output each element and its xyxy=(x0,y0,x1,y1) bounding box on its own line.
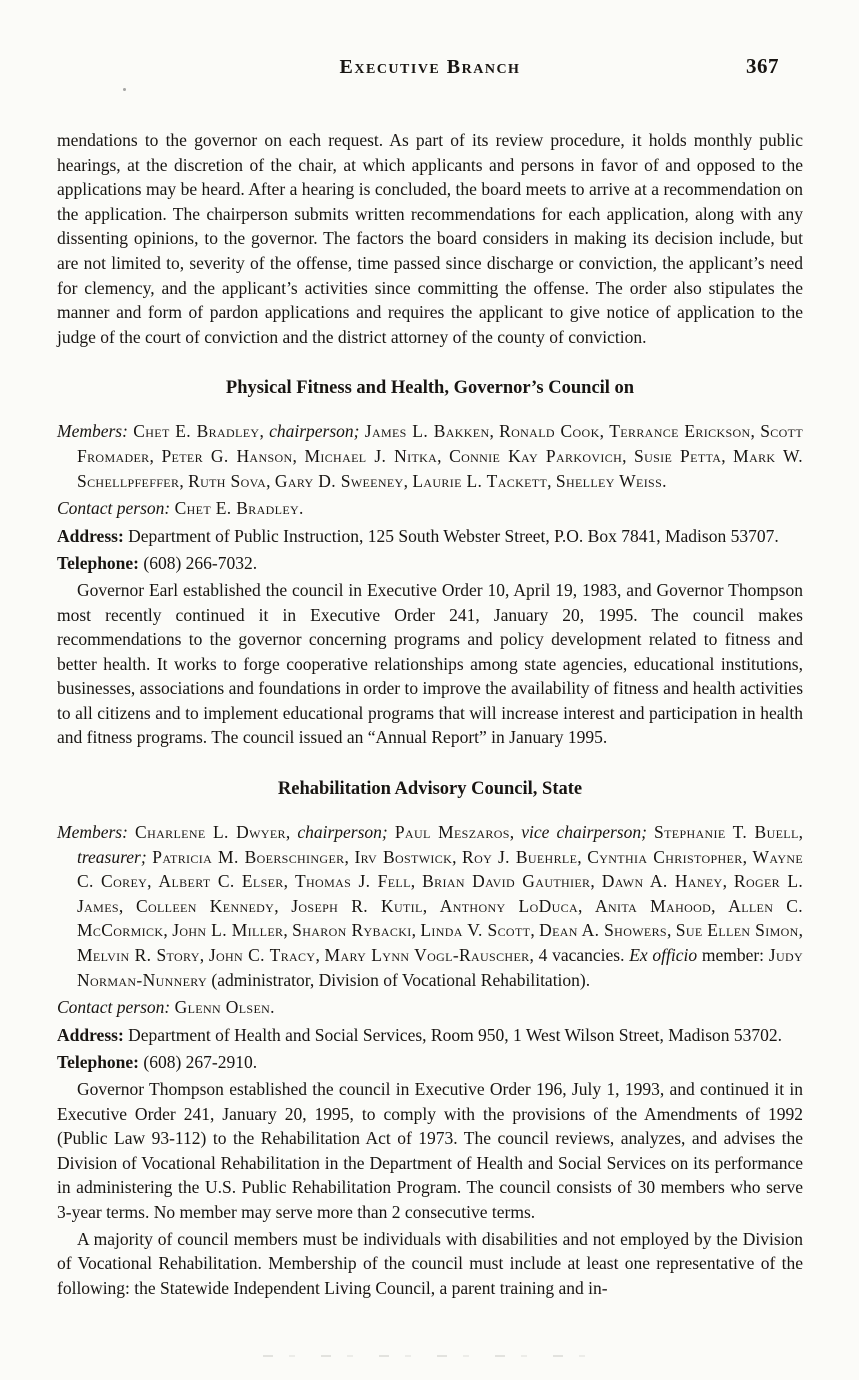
section-heading: Rehabilitation Advisory Council, State xyxy=(277,779,583,800)
members-paragraph xyxy=(57,419,803,493)
address-line xyxy=(57,1023,803,1048)
section-rehabilitation-council xyxy=(57,777,803,1300)
contact-value: Chet E. Bradley. xyxy=(174,498,304,519)
members-paragraph xyxy=(57,820,803,992)
telephone-value: (608) 266-7032. xyxy=(143,553,258,574)
address-label: Address: xyxy=(57,1024,124,1045)
page-number: 367 xyxy=(746,54,779,78)
address-value: Department of Health and Social Services, Room 950, 1 West Wilson Street, Madison 53702. xyxy=(128,1024,783,1045)
telephone-line xyxy=(57,1050,803,1075)
page-header xyxy=(57,56,803,82)
description-paragraph: Governor Earl established the council in Executive Order 10, April 19, 1983, and Governor Thompson most recently continued it in Executive Order 241, January 20, 1995. The council makes recommendations to the governor concerning programs and policy development related to fitness and better health. It works to forge cooperative relationships among state agencies, educational institutions, businesses, associations and foundations in order to improve the availability of fitness and health activities to all citizens and to implement educational programs that will increase interest and participation in health and fitness programs. The council issued an “Annual Report” in January 1995. xyxy=(57,579,804,748)
running-title: Executive Branch xyxy=(339,56,521,78)
members-label: Members: xyxy=(57,822,128,843)
contact-label: Contact person: xyxy=(57,498,171,519)
contact-line xyxy=(57,995,803,1020)
section-physical-fitness-council xyxy=(57,376,803,750)
contact-value: Glenn Olsen. xyxy=(174,997,275,1018)
contact-label: Contact person: xyxy=(57,997,171,1018)
telephone-label: Telephone: xyxy=(57,1052,140,1073)
continuation-paragraph: mendations to the governor on each request. As part of its review procedure, it holds monthly public hearings, at the discretion of the chair, at which applicants and persons in favor of and opposed to the applications may be heard. After a hearing is concluded, the board meets to arrive at a recommendation on the application. The chairperson submits written recommendations for each application, along with any dissenting opinions, to the governor. The factors the board considers in making its decision include, but are not limited to, severity of the offense, time passed since discharge or conviction, the applicant’s need for clemency, and the applicant’s activities since committing the offense. The order also stipulates the manner and form of pardon applications and requires the applicant to give notice of application to the judge of the court of conviction and the district attorney of the county of conviction. xyxy=(57,130,803,347)
description-paragraph: Governor Thompson established the council in Executive Order 196, July 1, 1993, and continued it in Executive Order 241, January 20, 1995, to comply with the provisions of the Amendments of 1992 (Public Law 93-112) to the Rehabilitation Act of 1973. The council reviews, analyzes, and advises the Division of Vocational Rehabilitation in the Department of Health and Social Services on its performance in administering the U.S. Public Rehabilitation Program. The council consists of 30 members who serve 3-year terms. No member may serve more than 2 consecutive terms. xyxy=(57,1079,803,1222)
description-paragraph: A majority of council members must be individuals with disabilities and not employed by the Division of Vocational Rehabilitation. Membership of the council must include at least one representative of the following: the Statewide Independent Living Council, a parent training and in- xyxy=(57,1228,803,1298)
scan-speck xyxy=(123,88,126,91)
telephone-value: (608) 267-2910. xyxy=(143,1052,258,1073)
telephone-label: Telephone: xyxy=(57,553,140,574)
members-list: Charlene L. Dwyer, chairperson; Paul Meszaros, vice chairperson; Stephanie T. Buell, treasurer; Patricia M. Boerschinger, Irv Bostwick, Roy J. Buehrle, Cynthia Christopher, Wayne C. Corey, Albert C. Elser, Thomas J. Fell, Brian David Gauthier, Dawn A. Haney, Roger L. James, Colleen Kennedy, Joseph R. Kutil, Anthony LoDuca, Anita Mahood, Allen C. McCormick, John L. Miller, Sharon Rybacki, Linda V. Scott, Dean A. Showers, Sue Ellen Simon, Melvin R. Story, John C. Tracy, Mary Lynn Vogl-Rauscher, 4 vacancies. Ex officio member: Judy Norman-Nunnery (administrator, Division of Vocational Rehabilitation). xyxy=(77,822,804,990)
address-line xyxy=(57,524,803,549)
scan-artifact xyxy=(263,1355,593,1357)
members-list: Chet E. Bradley, chairperson; James L. Bakken, Ronald Cook, Terrance Erickson, Scott Fromader, Peter G. Hanson, Michael J. Nitka, Connie Kay Parkovich, Susie Petta, Mark W. Schellpfeffer, Ruth Sova, Gary D. Sweeney, Laurie L. Tackett, Shelley Weiss. xyxy=(77,421,804,491)
section-heading: Physical Fitness and Health, Governor’s Council on xyxy=(225,378,635,399)
address-label: Address: xyxy=(57,525,124,546)
address-value: Department of Public Instruction, 125 South Webster Street, P.O. Box 7841, Madison 53707. xyxy=(128,525,779,546)
contact-line xyxy=(57,496,803,521)
members-label: Members: xyxy=(57,421,128,442)
telephone-line xyxy=(57,551,803,576)
